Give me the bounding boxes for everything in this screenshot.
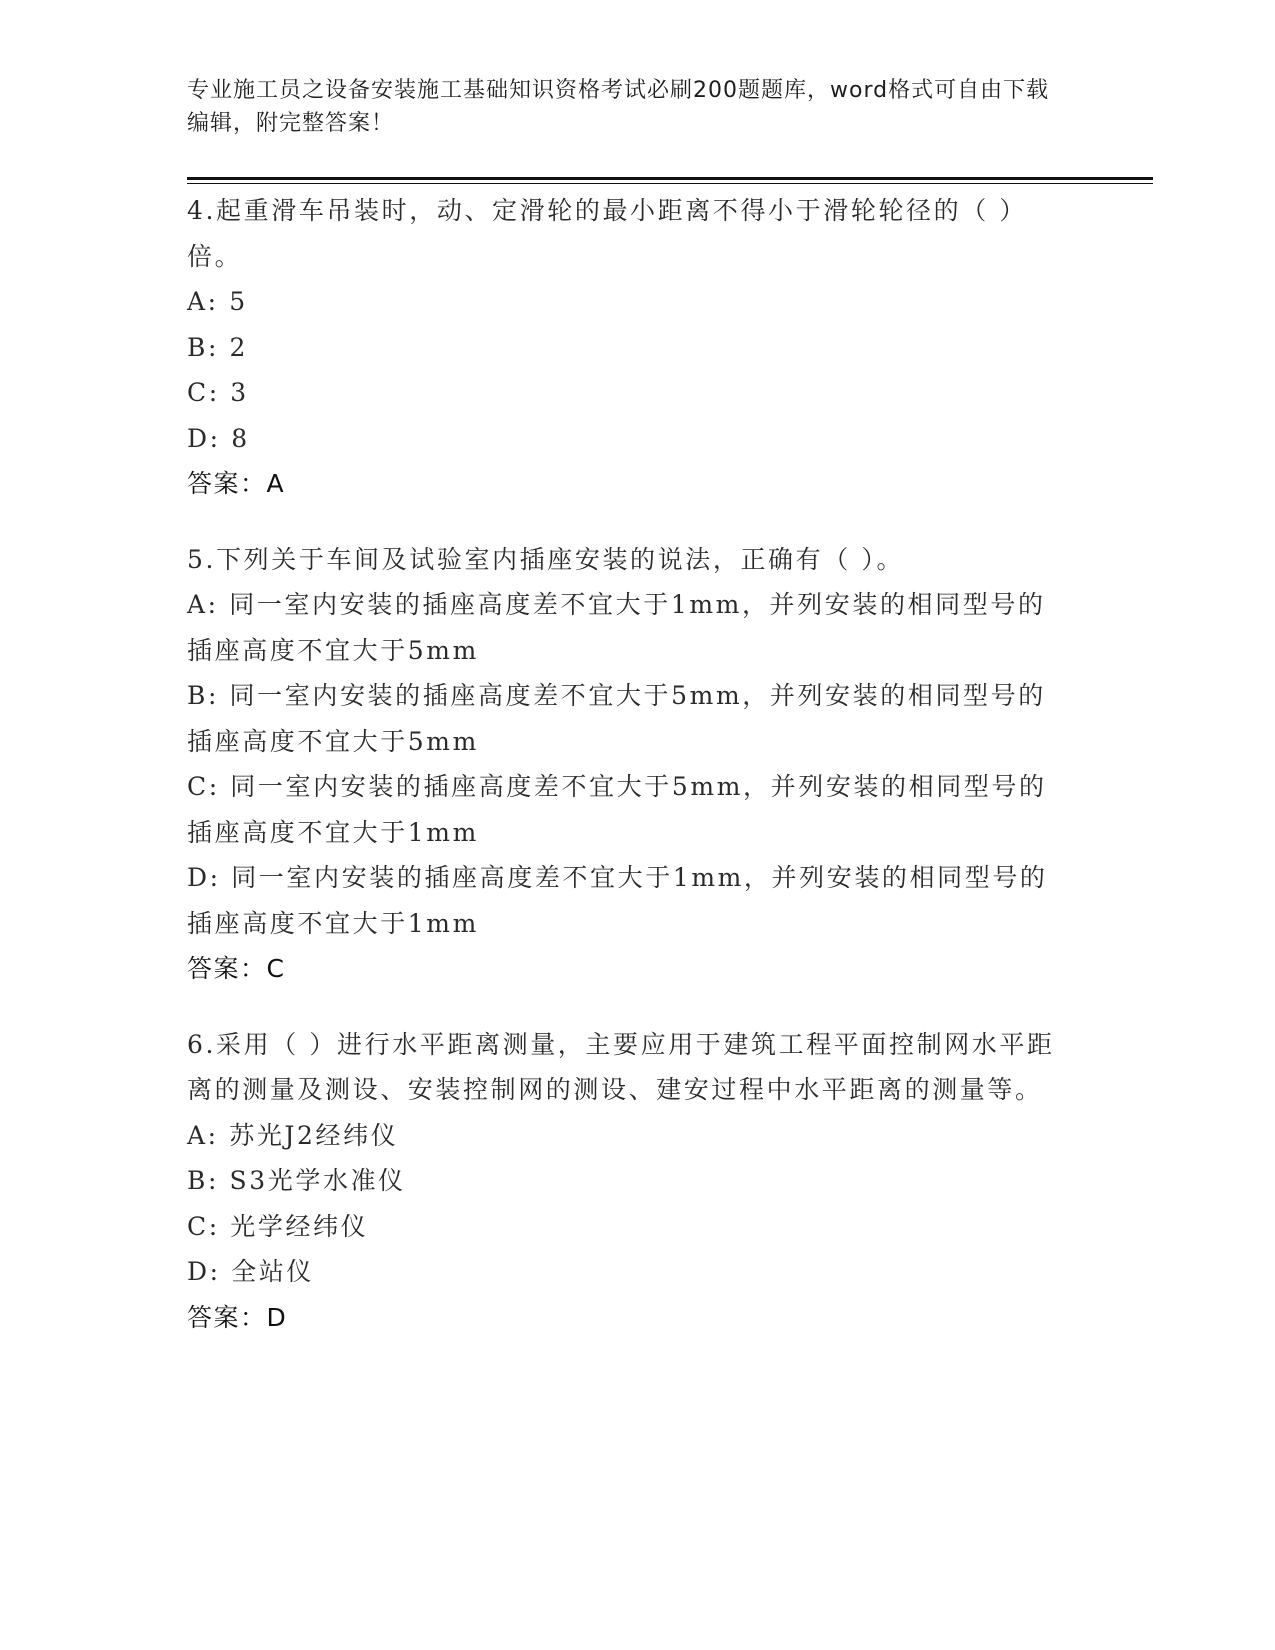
option-d: D: 8 xyxy=(187,423,250,453)
option-a: A: 5 xyxy=(187,287,248,316)
option-b: B: S3光学水准仪 xyxy=(187,1166,406,1195)
answer-label: 答案：D xyxy=(187,1302,288,1332)
question-list xyxy=(187,188,1067,1370)
option-b: B: 同一室内安装的插座高度差不宜大于5mm，并列安装的相同型号的插座高度不宜大于5mm xyxy=(187,681,1046,756)
option-a: A: 同一室内安装的插座高度差不宜大于1mm，并列安装的相同型号的插座高度不宜大于5mm xyxy=(187,590,1046,665)
option-a: A: 苏光J2经纬仪 xyxy=(187,1120,399,1150)
question-stem: 5.下列关于车间及试验室内插座安装的说法，正确有（ ）。 xyxy=(187,544,905,574)
option-c: C: 同一室内安装的插座高度差不宜大于5mm，并列安装的相同型号的插座高度不宜大于1mm xyxy=(187,772,1047,847)
answer-label: 答案：C xyxy=(187,954,286,983)
option-d: D: 全站仪 xyxy=(187,1257,315,1286)
option-c: C: 3 xyxy=(187,378,249,407)
page-header: 专业施工员之设备安装施工基础知识资格考试必刷200题题库，word格式可自由下载编辑，附完整答案！ xyxy=(187,78,1050,136)
question-6 xyxy=(187,1022,1067,1341)
answer-label: 答案：A xyxy=(187,469,286,498)
question-4 xyxy=(187,188,1067,507)
header-divider-thick xyxy=(187,177,1153,180)
question-stem: 6.采用（ ）进行水平距离测量，主要应用于建筑工程平面控制网水平距离的测量及测设、安装控制网的测设、建安过程中水平距离的测量等。 xyxy=(187,1029,1055,1104)
question-stem: 4.起重滑车吊装时，动、定滑轮的最小距离不得小于滑轮轮径的（ ）倍。 xyxy=(187,196,1028,271)
header-divider-thin xyxy=(187,183,1153,184)
option-c: C: 光学经纬仪 xyxy=(187,1211,369,1241)
option-b: B: 2 xyxy=(187,332,249,362)
question-5 xyxy=(187,537,1067,992)
option-d: D: 同一室内安装的插座高度差不宜大于1mm，并列安装的相同型号的插座高度不宜大于1mm xyxy=(187,863,1048,938)
